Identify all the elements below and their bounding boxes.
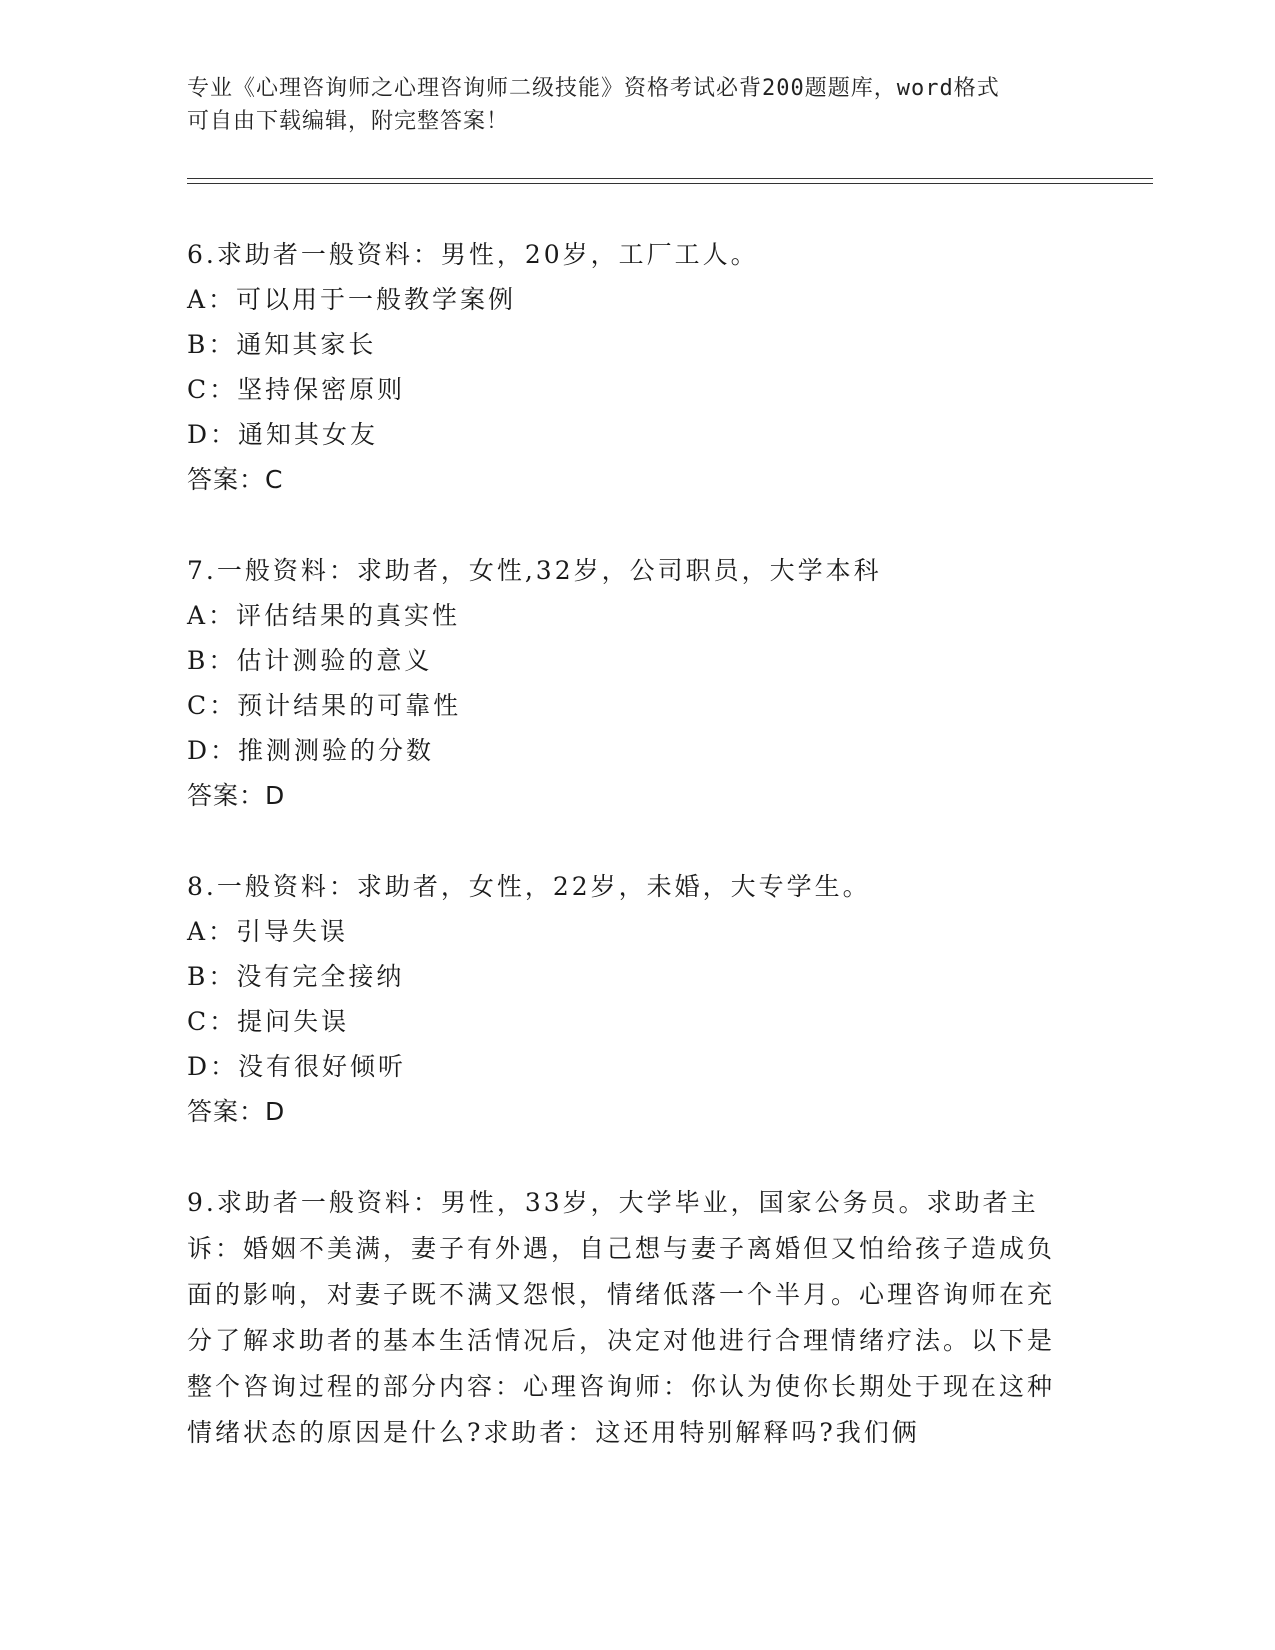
answer: 答案：C (187, 465, 284, 494)
option-a: A：引导失误 (187, 917, 349, 946)
answer: 答案：D (187, 1097, 286, 1126)
question-6 (187, 232, 1067, 502)
answer: 答案：D (187, 781, 286, 810)
document-header (187, 72, 1067, 138)
question-stem: 6.求助者一般资料：男性，20岁，工厂工人。 (187, 240, 759, 269)
option-b: B：没有完全接纳 (187, 962, 405, 991)
header-divider (187, 178, 1153, 184)
question-7 (187, 548, 1067, 818)
option-c: C：预计结果的可靠性 (187, 691, 462, 720)
option-b: B：估计测验的意义 (187, 646, 433, 675)
header-title-line-2: 可自由下载编辑，附完整答案！ (187, 109, 510, 134)
question-stem: 9.求助者一般资料：男性，33岁，大学毕业，国家公务员。求助者主诉：婚姻不美满，妻子有外遇，自己想与妻子离婚但又怕给孩子造成负面的影响，对妻子既不满又怨恨，情绪低落一个半月。心理咨询师在充分了解求助者的基本生活情况后，决定对他进行合理情绪疗法。以下是整个咨询过程的部分内容：心理咨询师：你认为使你长期处于现在这种情绪状态的原因是什么?求助者：这还用特别解释吗?我们俩 (187, 1188, 1056, 1447)
option-d: D：推测测验的分数 (187, 736, 435, 765)
option-a: A：评估结果的真实性 (187, 601, 461, 630)
option-b: B：通知其家长 (187, 330, 377, 359)
option-a: A：可以用于一般教学案例 (187, 285, 517, 314)
question-stem: 8.一般资料：求助者，女性，22岁，未婚，大专学生。 (187, 872, 871, 901)
question-list (187, 232, 1067, 1502)
option-d: D：通知其女友 (187, 420, 379, 449)
question-8 (187, 864, 1067, 1134)
question-stem: 7.一般资料：求助者，女性,32岁，公司职员，大学本科 (187, 556, 882, 585)
question-9 (187, 1180, 1067, 1456)
option-c: C：提问失误 (187, 1007, 350, 1036)
option-d: D：没有很好倾听 (187, 1052, 407, 1081)
option-c: C：坚持保密原则 (187, 375, 406, 404)
header-title-line-1: 专业《心理咨询师之心理咨询师二级技能》资格考试必背200题题库，word格式 (187, 76, 1000, 101)
